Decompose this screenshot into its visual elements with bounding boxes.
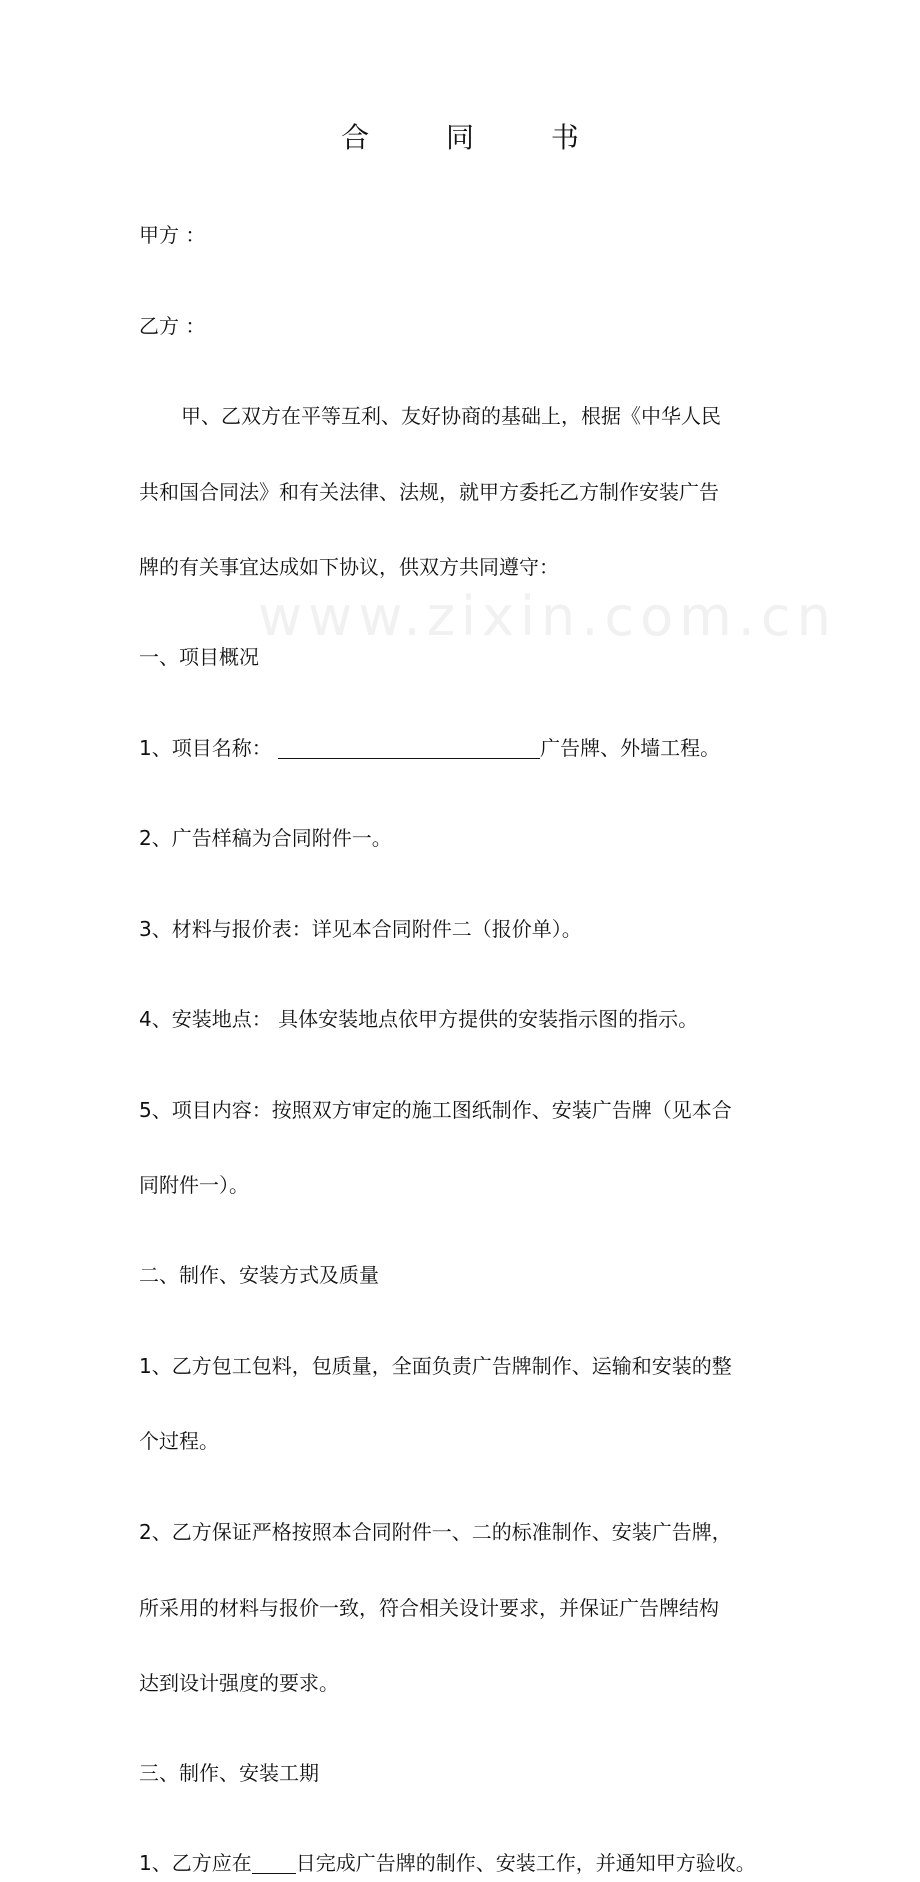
- section-3-heading: 三、制作、安装工期: [139, 1761, 319, 1785]
- item-1-2: 2、广告样稿为合同附件一。: [139, 826, 392, 850]
- item-1-5-line-1: 5、项目内容：按照双方审定的施工图纸制作、安装广告牌（见本合: [139, 1098, 732, 1122]
- item-1-1-prefix: 1、项目名称：: [139, 736, 272, 760]
- party-a-line: 甲方 ：: [139, 223, 206, 247]
- item-1-1: [139, 729, 920, 767]
- item-2-2-line-1: 2、乙方保证严格按照本合同附件一、二的标准制作、安装广告牌，: [139, 1520, 732, 1544]
- intro-line-1: 甲、乙双方在平等互利、友好协商的基础上，根据《中华人民: [181, 404, 721, 428]
- intro-line-3: 牌的有关事宜达成如下协议，供双方共同遵守：: [139, 555, 559, 579]
- section-2-heading: 二、制作、安装方式及质量: [139, 1263, 379, 1287]
- item-3-1-suffix: 日完成广告牌的制作、安装工作，并通知甲方验收。: [295, 1851, 756, 1875]
- item-2-2-line-2: 所采用的材料与报价一致，符合相关设计要求，并保证广告牌结构: [139, 1596, 719, 1620]
- section-1-heading: 一、项目概况: [139, 645, 259, 669]
- document-title: 合 同 书: [341, 121, 613, 154]
- project-name-blank: [278, 734, 540, 759]
- day-blank: [252, 1849, 296, 1874]
- item-1-1-suffix: 广告牌、外墙工程。: [540, 736, 721, 760]
- item-1-5-line-2: 同附件一）。: [139, 1173, 249, 1197]
- item-3-1-prefix: 1、乙方应在: [139, 1851, 252, 1875]
- item-1-4: 4、安装地点： 具体安装地点依甲方提供的安装指示图的指示。: [139, 1007, 699, 1031]
- watermark: www.zixin.com.cn: [258, 585, 837, 648]
- item-2-1-line-1: 1、乙方包工包料，包质量，全面负责广告牌制作、运输和安装的整: [139, 1354, 732, 1378]
- item-3-1: [139, 1844, 920, 1882]
- item-1-3: 3、材料与报价表：详见本合同附件二（报价单）。: [139, 917, 582, 941]
- item-2-1-line-2: 个过程。: [139, 1429, 219, 1453]
- intro-line-2: 共和国合同法》和有关法律、法规，就甲方委托乙方制作安装广告: [139, 480, 719, 504]
- party-b-line: 乙方 ：: [139, 314, 206, 338]
- item-2-2-line-3: 达到设计强度的要求。: [139, 1671, 339, 1695]
